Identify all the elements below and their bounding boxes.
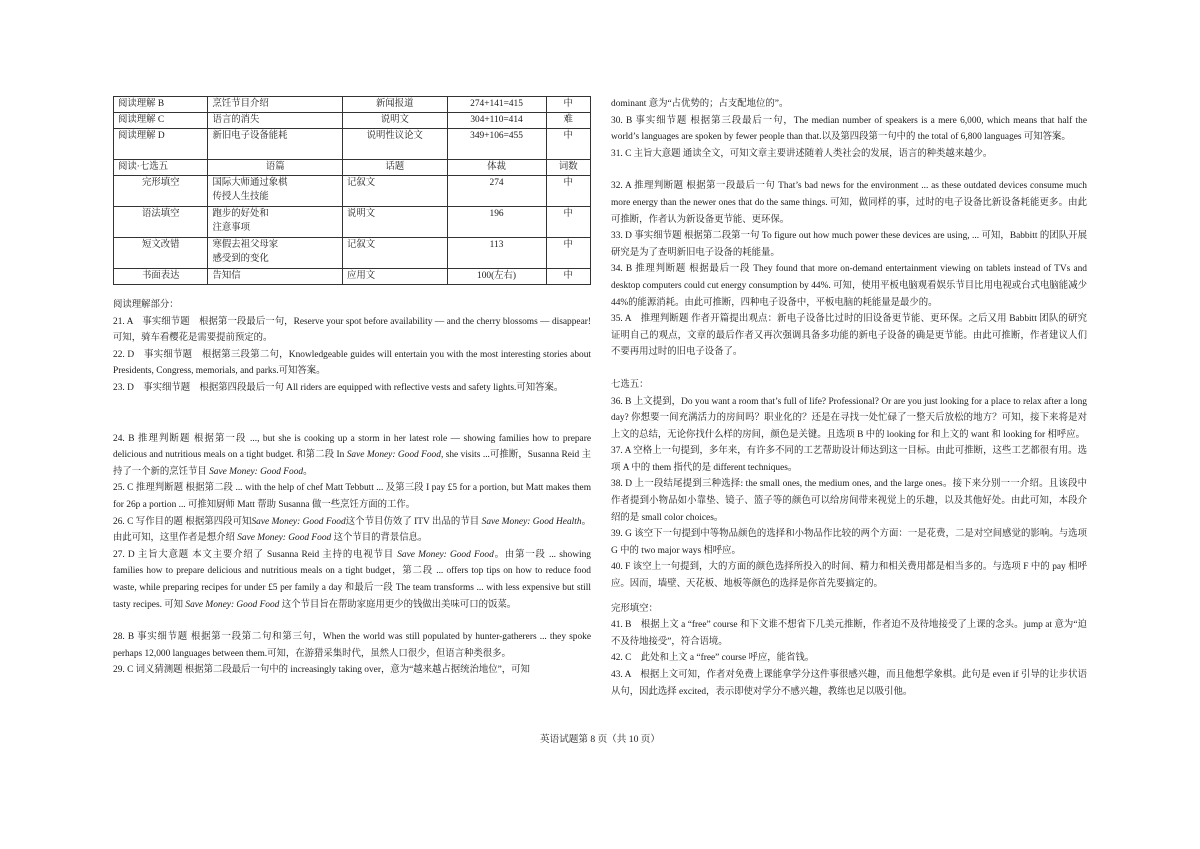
table-cell: 阅读理解 C bbox=[114, 113, 208, 129]
table-cell: 196 bbox=[447, 207, 546, 238]
program-title: Save Money: Good Food bbox=[397, 549, 494, 560]
answer-24: 24. B 推理判断题 根据第一段 ..., but she is cooking up a storm in her latest role — showing families how to prepare delicious and nutritious meals on a tight budget. 和第二段 In Save Money: Good Food, she visits ...可推断，Susanna Reid 主持了一个新的烹饪节目 Save Money: Good Food。 bbox=[113, 433, 591, 477]
program-title: Save Money: Good Food bbox=[251, 516, 346, 527]
section-heading-cloze: 完形填空： bbox=[611, 603, 658, 614]
answer-31: 31. C 主旨大意题 通读全文，可知文章主要讲述随着人类社会的发展，语言的种类越来越少。 bbox=[611, 148, 993, 159]
answer-29: 29. C 词义猜测题 根据第二段最后一句中的 increasingly taking over，意为“越来越占据统治地位”，可知 bbox=[113, 665, 530, 676]
table-cell: 新闻报道 bbox=[343, 97, 448, 113]
table-cell: 烹饪节目介绍 bbox=[208, 97, 343, 113]
answer-22: 22. D 事实细节题 根据第三段第二句，Knowledgeable guides will entertain you with the most interesting stories about Presidents, Congress, memorials, and parks.可知答案。 bbox=[113, 349, 591, 377]
table-cell: 中 bbox=[546, 176, 591, 207]
table-cell: 说明性议论文 bbox=[343, 129, 448, 160]
table-header-cell: 体裁 bbox=[447, 160, 546, 176]
answer-28: 28. B 事实细节题 根据第一段第二句和第三句，When the world was still populated by hunter-gatherers ... they spoke perhaps 12,000 languages between them.可知，在游猎采集时代，虽然人口很少，但语言种类很多。 bbox=[113, 632, 591, 659]
answer-21: 21. A 事实细节题 根据第一段最后一句，Reserve your spot before availability — and the cherry blossoms — disappear!可知，骑车看樱花是需要提前预定的。 bbox=[113, 316, 591, 344]
program-title: Save Money: Good Food bbox=[185, 599, 280, 610]
program-title: Save Money: Good Food bbox=[346, 450, 441, 461]
table-row bbox=[114, 207, 591, 238]
table-cell: 新旧电子设备能耗 bbox=[208, 129, 343, 160]
table-row bbox=[114, 269, 591, 285]
table-cell: 中 bbox=[546, 97, 591, 113]
answer-37: 37. A 空格上一句提到，多年来，有许多不同的工艺帮助设计师达到这一目标。由此可推断，这些工艺都很有用。选项 A 中的 them 指代的是 different techniques。 bbox=[611, 446, 1087, 473]
table-row bbox=[114, 97, 591, 113]
passage-info-table bbox=[113, 96, 591, 285]
page-footer: 英语试题第 8 页（共 10 页） bbox=[540, 734, 660, 745]
table-cell: 说明文 bbox=[343, 113, 448, 129]
table-header-cell: 阅读·七选五 bbox=[114, 160, 208, 176]
right-column bbox=[611, 96, 1087, 700]
program-title: Save Money: Good Food bbox=[209, 466, 304, 477]
section-heading-seven-choose-five: 七选五： bbox=[611, 379, 649, 390]
table-row bbox=[114, 238, 591, 269]
answer-33: 33. D 事实细节题 根据第二段第一句 To figure out how much power these devices are using, ... 可知，Babbitt 的团队开展研究是为了查明新旧电子设备的耗能量。 bbox=[611, 231, 1087, 258]
table-cell: 难 bbox=[546, 113, 591, 129]
table-row bbox=[114, 176, 591, 207]
table-header-row bbox=[114, 160, 591, 176]
table-cell: 书面表达 bbox=[114, 269, 208, 285]
answer-23: 23. D 事实细节题 根据第四段最后一句 All riders are equipped with reflective vests and safety lights.可知答案。 bbox=[113, 382, 564, 393]
answer-39: 39. G 该空下一句提到中等物品颜色的选择和小物品作比较的两个方面：一是花费，二是对空间感觉的影响。与选项 G 中的 two major ways 相呼应。 bbox=[611, 529, 1087, 556]
answer-30: 30. B 事实细节题 根据第三段最后一句，The median number of speakers is a mere 6,000, which means that half the world’s languages are spoken by fewer people than that.以及第四段第一句中的 the total of 6,800 languages 可知答案。 bbox=[611, 115, 1087, 143]
table-row bbox=[114, 160, 591, 176]
answer-36: 36. B 上文提到，Do you want a room that’s full of life? Professional? Or are you just looking for a place to relax after a long day? 你想要一间充满活力的房间吗？职业化的？还是在寻找一处忙碌了一整天后放松的地方？可知，接下来将是对上文的总结，无论你找什么样的房间，颜色是关键。且选项 B 中的 looking for 和上文的 want 和 looking for 相呼应。 bbox=[611, 396, 1087, 440]
answer-27: 27. D 主旨大意题 本文主要介绍了 Susanna Reid 主持的电视节目 Save Money: Good Food。由第一段 ... showing families how to prepare delicious and nutritious meals on a tight budget，第二段 ... offers top tips on how to reduce food waste, while preparing recipes for under £5 per family a day 和最后一段 The team transforms ... with less expensive but still tasty recipes. 可知 Save Money: Good Food 这个节目旨在帮助家庭用更少的钱做出美味可口的饭菜。 bbox=[113, 549, 591, 610]
table-cell: 告知信 bbox=[208, 269, 343, 285]
program-title: Save Money: Good Health bbox=[481, 516, 582, 527]
table-row bbox=[114, 129, 591, 160]
table-cell: 中 bbox=[546, 238, 591, 269]
answer-34: 34. B 推理判断题 根据最后一段 They found that more on-demand entertainment viewing on tablets instead of TVs and desktop computers could cut energy consumption by 44%. 可知，使用平板电脑观看娱乐节目比用电视或台式电脑能减少 44%的能源消耗。由此可推断，四种电子设备中，平板电脑的耗能量是最少的。 bbox=[611, 264, 1087, 308]
answer-40: 40. F 该空上一句提到，大的方面的颜色选择所投入的时间、精力和相关费用都是相当多的。与选项 F 中的 pay 相呼应。因而，墙壁、天花板、地板等颜色的选择是你首先要搞定的。 bbox=[611, 562, 1087, 590]
table-cell: 中 bbox=[546, 129, 591, 160]
answer-26: 26. C 写作目的题 根据第四段可知Save Money: Good Food这个节目仿效了 ITV 出品的节目 Save Money: Good Health。由此可知，这里作者是想介绍 Save Money: Good Food 这个节目的背景信息。 bbox=[113, 516, 591, 544]
answer-41: 41. B 根据上文 a “free” course 和下文谁不想省下几美元推断，作者迫不及待地接受了上课的念头。jump at 意为“迫不及待地接受”，符合语境。 bbox=[611, 620, 1087, 647]
answer-35: 35. A 推理判断题 作者开篇提出观点：新电子设备比过时的旧设备更节能、更环保。之后又用 Babbitt 团队的研究证明自己的观点，文章的最后作者又再次强调具备多功能的新电子设备的确是更节能。由此可推断，作者建议人们不要再用过时的旧电子设备了。 bbox=[611, 314, 1087, 358]
table-cell: 中 bbox=[546, 269, 591, 285]
answer-25: 25. C 推理判断题 根据第二段 ... with the help of chef Matt Tebbutt ... 及第三段 I pay £5 for a portion, but Matt makes them for 26p a portion ... 可推知厨师 Matt 帮助 Susanna 做一些烹饪方面的工作。 bbox=[113, 483, 591, 510]
table-cell: 274+141=415 bbox=[447, 97, 546, 113]
table-cell: 100(左右) bbox=[447, 269, 546, 285]
table-cell: 274 bbox=[447, 176, 546, 207]
table-cell: 应用文 bbox=[343, 269, 448, 285]
table-cell: 语法填空 bbox=[114, 207, 208, 238]
table-bottom-rows bbox=[114, 176, 591, 285]
table-cell: 阅读理解 D bbox=[114, 129, 208, 160]
table-header-cell: 话题 bbox=[343, 160, 448, 176]
table-top-rows bbox=[114, 97, 591, 160]
table-cell: 语言的消失 bbox=[208, 113, 343, 129]
table-header-cell: 语篇 bbox=[208, 160, 343, 176]
table-cell: 304+110=414 bbox=[447, 113, 546, 129]
table-row bbox=[114, 113, 591, 129]
answer-43: 43. A 根据上文可知，作者对免费上课能拿学分这件事很感兴趣，而且他想学象棋。此句是 even if 引导的让步状语从句，因此选择 excited，表示即使对学分不感兴趣，教练也足以吸引他。 bbox=[611, 670, 1087, 697]
left-column bbox=[113, 96, 591, 679]
answer-38: 38. D 上一段结尾提到三种选择: the small ones, the medium ones, and the large ones。接下来分别一一介绍。且该段中作者提到小物品如小靠垫、镜子、篮子等的颜色可以给房间带来视觉上的乐趣，以及其他好处。由此可知，本段介绍的是 small color choices。 bbox=[611, 479, 1087, 523]
table-cell: 寒假去祖父母家 感受到的变化 bbox=[208, 238, 343, 269]
program-title: Save Money: Good Food bbox=[237, 533, 332, 544]
table-cell: 中 bbox=[546, 207, 591, 238]
table-cell: 跑步的好处和 注意事项 bbox=[208, 207, 343, 238]
table-cell: 349+106=455 bbox=[447, 129, 546, 160]
table-cell: 记叙文 bbox=[343, 176, 448, 207]
table-header-cell: 词数 bbox=[546, 160, 591, 176]
table-cell: 记叙文 bbox=[343, 238, 448, 269]
answer-32: 32. A 推理判断题 根据第一段最后一句 That’s bad news for the environment ... as these outdated devices consume much more energy than the newer ones that do the same things. 可知，做同样的事，过时的电子设备比新设备耗能更多。由此可推断，作者认为新设备更节能、更环保。 bbox=[611, 181, 1087, 225]
section-heading-reading: 阅读理解部分： bbox=[113, 300, 179, 310]
table-cell: 说明文 bbox=[343, 207, 448, 238]
answer-29-continued: dominant 意为“占优势的；占支配地位的”。 bbox=[611, 99, 789, 109]
table-cell: 短文改错 bbox=[114, 238, 208, 269]
table-cell: 完形填空 bbox=[114, 176, 208, 207]
table-cell: 113 bbox=[447, 238, 546, 269]
answer-42: 42. C 此处和上文 a “free” course 呼应，能省钱。 bbox=[611, 653, 815, 664]
table-cell: 阅读理解 B bbox=[114, 97, 208, 113]
table-cell: 国际大师通过象棋 传授人生技能 bbox=[208, 176, 343, 207]
